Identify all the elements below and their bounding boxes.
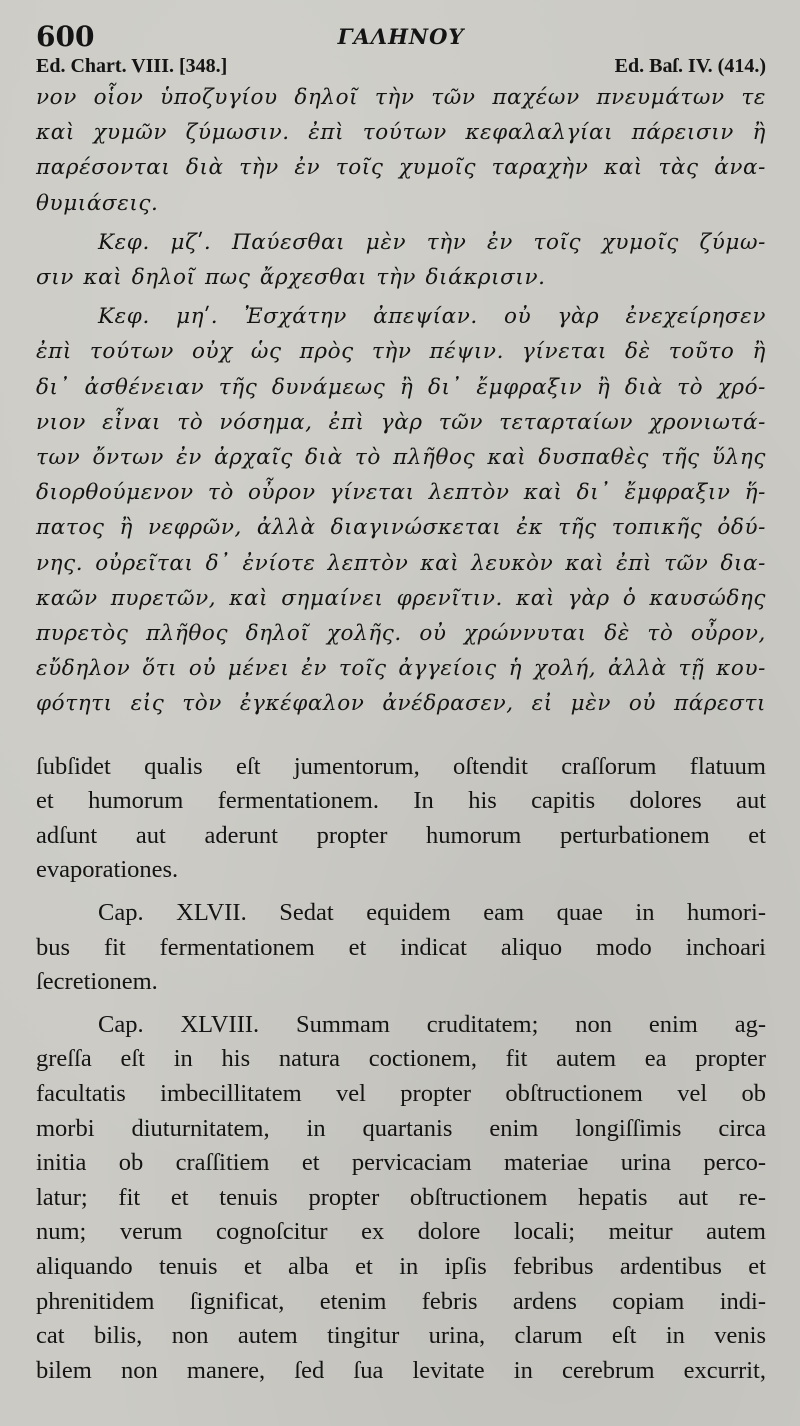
text-line: Κεφ. μηʹ. Ἐσχάτην ἀπεψίαν. οὐ γὰρ ἐνεχείρησεν <box>98 304 766 330</box>
text-line: καὶ χυμῶν ζύμωσιν. ἐπὶ τούτων κεφαλαλγίαι πάρεισιν ἢ <box>36 120 766 146</box>
text-line: cat bilis, non autem tingitur urina, clarum eſt in venis <box>36 1322 766 1350</box>
text-line: morbi diuturnitatem, in quartanis enim longiſſimis circa <box>36 1114 766 1142</box>
text-line: των ὄντων ἐν ἀρχαῖς διὰ τὸ πλῆθος καὶ δυσπαθὲς τῆς ὕλης <box>36 445 766 471</box>
edition-line <box>36 52 766 80</box>
text-line: Cap. XLVII. Sedat equidem eam quae in humori- <box>98 899 766 927</box>
running-title: ΓΑΛΗΝΟΥ <box>337 24 465 49</box>
text-line: bus fit fermentationem et indicat aliquo modo inchoari <box>36 933 766 961</box>
text-line: aliquando tenuis et alba et in ipſis febribus ardentibus et <box>36 1252 766 1280</box>
text-line: Cap. XLVIII. Summam cruditatem; non enim ag- <box>98 1010 766 1038</box>
text-line: greſſa eſt in his natura coctionem, fit autem ea propter <box>36 1045 766 1073</box>
text-line: σιν καὶ δηλοῖ πως ἄρχεσθαι τὴν διάκρισιν. <box>36 265 546 291</box>
text-line: evaporationes. <box>36 856 179 884</box>
text-line: bilem non manere, ſed ſua levitate in cerebrum excurrit, <box>36 1356 766 1384</box>
greek-paragraph <box>36 299 766 721</box>
text-line: πυρετὸς πλῆθος δηλοῖ χολῆς. οὐ χρώννυται δὲ τὸ οὖρον, <box>36 621 766 647</box>
text-line: phrenitidem ſignificat, etenim febris ardens copiam indi- <box>36 1287 766 1315</box>
edition-left: Ed. Chart. VIII. [348.] <box>36 55 228 77</box>
text-line: δι᾽ ἀσθένειαν τῆς δυνάμεως ἢ δι᾽ ἔμφραξιν ἢ διὰ τὸ χρό- <box>36 374 766 400</box>
text-line: initia ob craſſitiem et pervicaciam materiae urina perco- <box>36 1149 766 1177</box>
text-line: φότητι εἰς τὸν ἐγκέφαλον ἀνέδρασεν, εἰ μὲν οὐ πάρεστι <box>36 691 766 717</box>
text-line: num; verum cognoſcitur ex dolore locali; meitur autem <box>36 1218 766 1246</box>
greek-paragraph <box>36 225 766 295</box>
text-line: διορθούμενον τὸ οὖρον γίνεται λεπτὸν καὶ δι᾽ ἔμφραξιν ἥ- <box>36 480 766 506</box>
text-line: ἐπὶ τούτων οὐχ ὡς πρὸς τὴν πέψιν. γίνεται δὲ τοῦτο ἢ <box>36 339 766 365</box>
latin-paragraph <box>36 896 766 1000</box>
latin-paragraph <box>36 750 766 888</box>
greek-text <box>36 80 766 722</box>
text-line: ſubſidet qualis eſt jumentorum, oſtendit craſſorum flatuum <box>36 752 766 780</box>
edition-right: Ed. Baſ. IV. (414.) <box>614 55 766 77</box>
text-line: καῶν πυρετῶν, καὶ σημαίνει φρενῖτιν. καὶ γὰρ ὁ καυσώδης <box>36 585 766 611</box>
latin-paragraph <box>36 1008 766 1389</box>
page-number: 600 <box>36 20 95 53</box>
text-line: et humorum fermentationem. In his capitis dolores aut <box>36 787 766 815</box>
text-line: latur; fit et tenuis propter obſtructionem hepatis aut re- <box>36 1183 766 1211</box>
text-line: facultatis imbecillitatem vel propter obſtructionem vel ob <box>36 1080 766 1107</box>
text-line: νιον εἶναι τὸ νόσημα, ἐπὶ γὰρ τῶν τεταρταίων χρονιωτά- <box>36 409 766 435</box>
greek-paragraph <box>36 80 766 221</box>
latin-text <box>36 750 766 1389</box>
text-line: Κεφ. μζʹ. Παύεσθαι μὲν τὴν ἐν τοῖς χυμοῖς ζύμω- <box>98 229 766 255</box>
text-line: εὔδηλον ὅτι οὐ μένει ἐν τοῖς ἀγγείοις ἡ χολή, ἀλλὰ τῇ κου- <box>36 656 766 682</box>
text-line: adſunt aut aderunt propter humorum perturbationem et <box>36 821 766 849</box>
running-head <box>36 18 766 52</box>
text-line: ſecretionem. <box>36 968 158 996</box>
text-line: θυμιάσεις. <box>36 190 159 216</box>
text-line: νον οἷον ὑποζυγίου δηλοῖ τὴν τῶν παχέων πνευμάτων τε <box>36 85 766 110</box>
text-line: πατος ἢ νεφρῶν, ἀλλὰ διαγινώσκεται ἐκ τῆς τοπικῆς ὀδύ- <box>36 515 766 541</box>
text-line: παρέσονται διὰ τὴν ἐν τοῖς χυμοῖς ταραχὴν καὶ τὰς ἀνα- <box>36 155 766 181</box>
text-line: νης. οὐρεῖται δ᾽ ἐνίοτε λεπτὸν καὶ λευκὸν καὶ ἐπὶ τῶν δια- <box>36 550 766 576</box>
